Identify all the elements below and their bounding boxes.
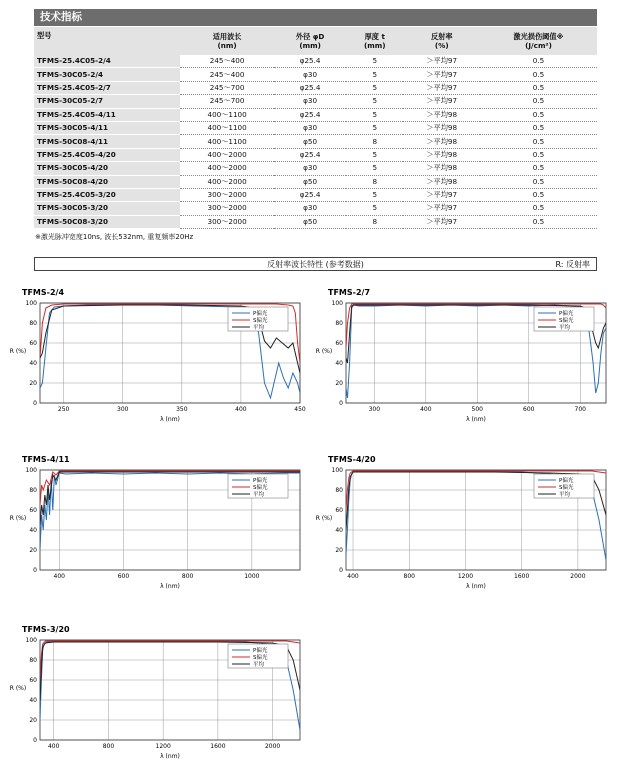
cell-diameter: φ50 [274,175,346,188]
header-model: 型号 [34,27,180,55]
legend-label-2: 平均 [559,325,571,331]
cell-diameter: φ30 [274,202,346,215]
cell-thickness: 5 [346,188,403,201]
table-row [34,148,597,161]
x-tick-label: 300 [368,406,381,413]
chart-svg [316,285,616,425]
x-tick-label: 800 [403,573,415,580]
cell-damage: 0.5 [480,175,597,188]
x-tick-label: 1600 [514,573,530,580]
x-tick-label: 600 [523,406,535,413]
chart-svg [10,285,310,425]
y-tick-label: 0 [33,400,37,407]
cell-wavelength: 245～700 [180,81,274,94]
chart-title: TFMS-4/20 [328,455,376,464]
chart-panel-1 [316,285,616,425]
table-row [34,55,597,68]
cell-diameter: φ50 [274,135,346,148]
y-tick-label: 60 [29,507,37,514]
x-tick-label: 1200 [155,743,171,750]
legend-label-1: S偏光 [253,655,268,661]
legend-label-1: S偏光 [559,485,574,491]
y-tick-label: 100 [25,300,37,307]
x-axis-label: λ (nm) [160,583,180,590]
cell-model: TFMS-25.4C05-3/20 [34,188,180,201]
cell-diameter: φ25.4 [274,81,346,94]
cell-reflectance: ＞平均98 [403,162,480,175]
table-row [34,68,597,81]
y-axis-label: R (%) [315,515,333,522]
chart-title: TFMS-2/4 [22,288,65,297]
spec-header-row [34,27,597,55]
cell-diameter: φ30 [274,121,346,134]
cell-diameter: φ25.4 [274,188,346,201]
y-tick-label: 0 [33,737,37,744]
spec-footnote: ※激光脉冲宽度10ns, 波长532nm, 重复频率20Hz [35,233,194,241]
chart-panel-0 [10,285,310,425]
x-axis-label: λ (nm) [160,753,180,760]
cell-damage: 0.5 [480,55,597,68]
x-tick-label: 600 [117,573,130,580]
cell-thickness: 8 [346,175,403,188]
header-damage-unit: (J/cm²) [525,41,552,50]
cell-reflectance: ＞平均97 [403,188,480,201]
cell-reflectance: ＞平均97 [403,68,480,81]
cell-damage: 0.5 [480,148,597,161]
y-tick-label: 20 [335,380,343,387]
cell-model: TFMS-50C08-4/11 [34,135,180,148]
cell-model: TFMS-30C05-4/11 [34,121,180,134]
cell-wavelength: 245～400 [180,68,274,81]
table-row [34,215,597,228]
x-axis-label: λ (nm) [466,416,486,423]
y-tick-label: 100 [25,637,37,644]
y-tick-label: 40 [29,697,37,704]
chart-svg [316,452,616,592]
legend-label-2: 平均 [253,662,265,668]
y-tick-label: 40 [335,527,343,534]
x-tick-label: 400 [53,573,65,580]
y-tick-label: 80 [335,320,343,327]
cell-model: TFMS-30C05-2/4 [34,68,180,81]
cell-reflectance: ＞平均98 [403,175,480,188]
cell-damage: 0.5 [480,215,597,228]
header-damage-label: 激光损伤阈值※ [513,32,564,41]
x-tick-label: 800 [102,743,115,750]
legend-label-1: S偏光 [253,485,268,491]
x-tick-label: 400 [420,406,432,413]
cell-model: TFMS-30C05-3/20 [34,202,180,215]
chart-panel-3 [316,452,616,592]
x-tick-label: 1000 [244,573,260,580]
cell-wavelength: 400～1100 [180,121,274,134]
charts-header-legend-note: R: 反射率 [555,260,590,269]
legend-label-1: S偏光 [559,318,574,324]
charts-header-title: 反射率波长特性 (参考数据) [267,260,364,269]
cell-reflectance: ＞平均97 [403,215,480,228]
chart-panel-4 [10,622,310,762]
header-reflectance [403,27,480,55]
table-row [34,188,597,201]
cell-diameter: φ25.4 [274,148,346,161]
cell-diameter: φ50 [274,215,346,228]
y-tick-label: 40 [335,360,343,367]
cell-reflectance: ＞平均97 [403,95,480,108]
cell-model: TFMS-25.4C05-2/7 [34,81,180,94]
y-tick-label: 20 [29,547,37,554]
header-wavelength [180,27,274,55]
cell-wavelength: 300～2000 [180,188,274,201]
x-tick-label: 2000 [264,743,281,750]
table-row [34,175,597,188]
x-tick-label: 400 [47,743,60,750]
y-tick-label: 80 [335,487,343,494]
cell-thickness: 5 [346,162,403,175]
cell-reflectance: ＞平均97 [403,55,480,68]
y-tick-label: 80 [29,487,37,494]
table-row [34,95,597,108]
cell-reflectance: ＞平均97 [403,81,480,94]
y-tick-label: 60 [29,340,37,347]
x-tick-label: 300 [117,406,129,413]
cell-reflectance: ＞平均97 [403,202,480,215]
legend-label-0: P偏光 [253,311,268,317]
header-diameter-label: 外径 φD [295,32,325,41]
charts-header-bar [34,257,597,271]
header-thickness-unit: (mm) [363,41,386,50]
cell-damage: 0.5 [480,135,597,148]
y-axis-label: R (%) [9,515,27,522]
x-tick-label: 500 [471,406,484,413]
cell-diameter: φ30 [274,162,346,175]
x-tick-label: 800 [181,573,194,580]
cell-reflectance: ＞平均98 [403,108,480,121]
chart-title: TFMS-4/11 [22,455,70,464]
table-row [34,81,597,94]
cell-diameter: φ30 [274,95,346,108]
cell-wavelength: 400～1100 [180,135,274,148]
cell-wavelength: 400～2000 [180,175,274,188]
cell-thickness: 5 [346,68,403,81]
cell-model: TFMS-30C05-4/20 [34,162,180,175]
cell-damage: 0.5 [480,81,597,94]
legend-label-0: P偏光 [559,311,574,317]
y-tick-label: 20 [335,547,343,554]
y-tick-label: 60 [335,507,343,514]
y-tick-label: 40 [29,527,37,534]
legend-label-0: P偏光 [253,648,268,654]
x-tick-label: 1200 [457,573,474,580]
cell-damage: 0.5 [480,108,597,121]
y-axis-label: R (%) [315,348,333,355]
chart-panel-2 [10,452,310,592]
y-tick-label: 20 [29,380,37,387]
cell-damage: 0.5 [480,95,597,108]
table-row [34,202,597,215]
x-tick-label: 400 [235,406,247,413]
y-tick-label: 60 [335,340,343,347]
cell-reflectance: ＞平均98 [403,121,480,134]
legend-label-2: 平均 [559,492,571,498]
legend-label-1: S偏光 [253,318,268,324]
cell-diameter: φ25.4 [274,55,346,68]
y-axis-label: R (%) [9,685,27,692]
cell-model: TFMS-50C08-4/20 [34,175,180,188]
cell-diameter: φ25.4 [274,108,346,121]
y-tick-label: 60 [29,677,37,684]
y-tick-label: 0 [339,400,343,407]
y-tick-label: 100 [331,300,343,307]
cell-model: TFMS-25.4C05-2/4 [34,55,180,68]
header-thickness-label: 厚度 t [364,32,385,41]
x-tick-label: 450 [294,406,306,413]
y-tick-label: 20 [29,717,37,724]
cell-wavelength: 300～2000 [180,202,274,215]
chart-svg [10,452,310,592]
legend-label-2: 平均 [253,492,265,498]
cell-thickness: 5 [346,95,403,108]
cell-model: TFMS-50C08-3/20 [34,215,180,228]
header-diameter [274,27,346,55]
cell-damage: 0.5 [480,121,597,134]
header-diameter-unit: (mm) [299,41,321,50]
x-axis-label: λ (nm) [466,583,486,590]
y-tick-label: 80 [29,320,37,327]
header-reflectance-unit: (%) [434,41,449,50]
chart-title: TFMS-2/7 [328,288,371,297]
x-tick-label: 350 [176,406,188,413]
table-row [34,135,597,148]
cell-reflectance: ＞平均98 [403,135,480,148]
chart-svg [10,622,310,762]
cell-diameter: φ30 [274,68,346,81]
cell-damage: 0.5 [480,68,597,81]
cell-wavelength: 400～2000 [180,162,274,175]
spec-section-title: 技术指标 [34,9,597,26]
legend-label-2: 平均 [253,325,265,331]
y-tick-label: 0 [339,567,343,574]
y-tick-label: 0 [33,567,37,574]
x-tick-label: 1600 [210,743,226,750]
cell-wavelength: 400～1100 [180,108,274,121]
legend-label-0: P偏光 [559,478,574,484]
cell-thickness: 8 [346,215,403,228]
cell-model: TFMS-25.4C05-4/11 [34,108,180,121]
cell-thickness: 5 [346,55,403,68]
table-row [34,108,597,121]
x-tick-label: 250 [57,406,70,413]
x-tick-label: 2000 [570,573,586,580]
y-tick-label: 40 [29,360,37,367]
header-wavelength-label: 适用波长 [212,32,242,41]
cell-thickness: 8 [346,135,403,148]
cell-reflectance: ＞平均98 [403,148,480,161]
cell-wavelength: 245～700 [180,95,274,108]
cell-wavelength: 400～2000 [180,148,274,161]
header-thickness [346,27,403,55]
cell-thickness: 5 [346,81,403,94]
cell-model: TFMS-30C05-2/7 [34,95,180,108]
x-tick-label: 700 [574,406,586,413]
header-wavelength-unit: (nm) [217,41,237,50]
y-axis-label: R (%) [9,348,27,355]
cell-thickness: 5 [346,121,403,134]
x-tick-label: 400 [347,573,359,580]
y-tick-label: 80 [29,657,37,664]
cell-model: TFMS-25.4C05-4/20 [34,148,180,161]
y-tick-label: 100 [25,467,37,474]
chart-title: TFMS-3/20 [22,625,70,634]
x-axis-label: λ (nm) [160,416,180,423]
legend-label-0: P偏光 [253,478,268,484]
cell-thickness: 5 [346,148,403,161]
cell-wavelength: 300～2000 [180,215,274,228]
cell-wavelength: 245～400 [180,55,274,68]
cell-damage: 0.5 [480,188,597,201]
spec-table [34,27,597,229]
spec-table-body [34,55,597,229]
table-row [34,121,597,134]
cell-damage: 0.5 [480,162,597,175]
cell-damage: 0.5 [480,202,597,215]
header-reflectance-label: 反射率 [430,32,453,41]
y-tick-label: 100 [331,467,343,474]
cell-thickness: 5 [346,202,403,215]
header-damage [480,27,597,55]
cell-thickness: 5 [346,108,403,121]
table-row [34,162,597,175]
